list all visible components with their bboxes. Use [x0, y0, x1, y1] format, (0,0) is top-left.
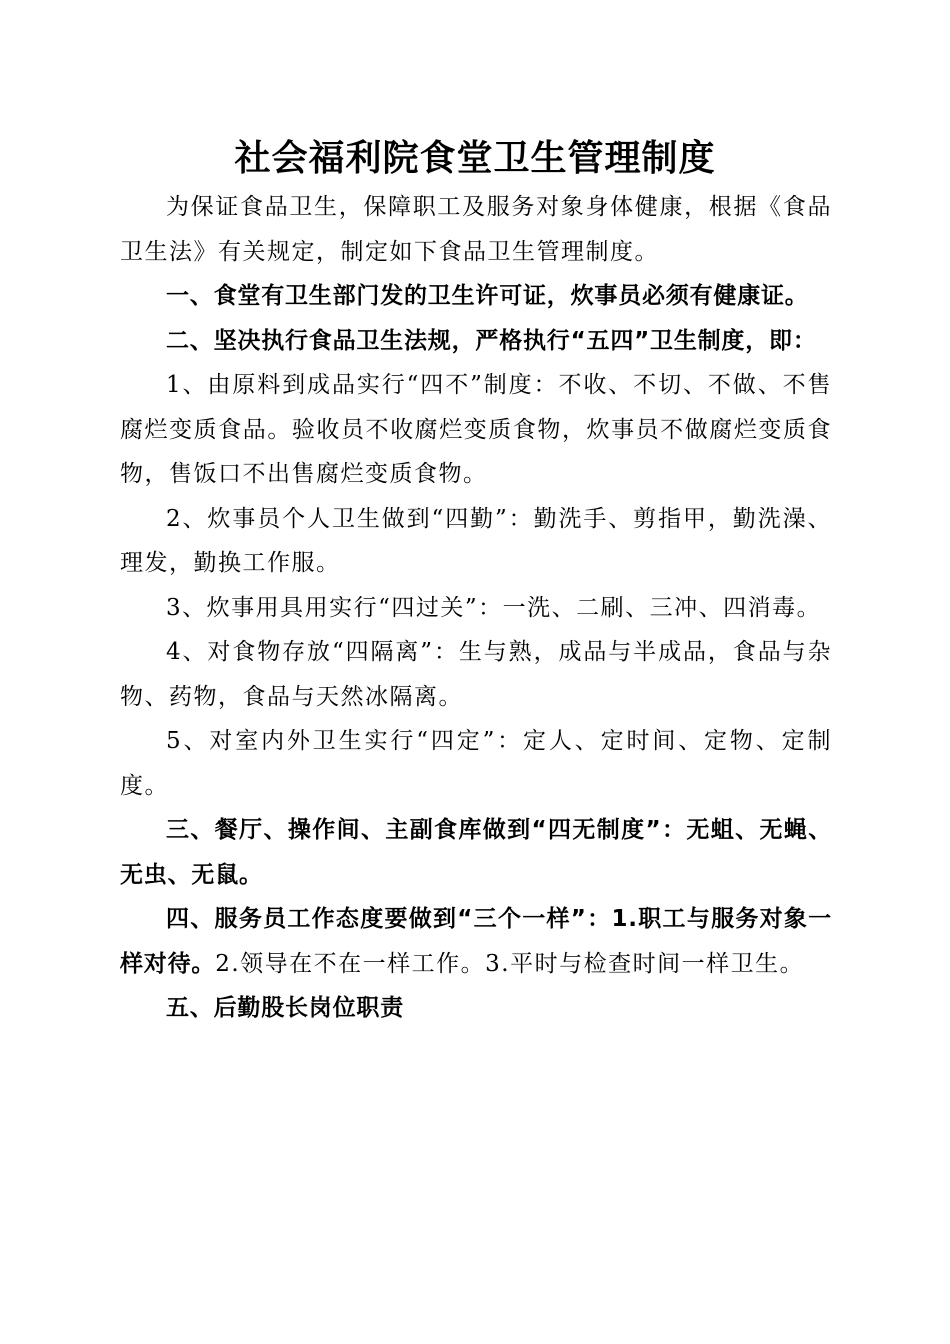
item-3: 3、炊事用具用实行“四过关”：一洗、二刷、三冲、四消毒。 — [166, 594, 822, 621]
section-3: 三、餐厅、操作间、主副食库做到“四无制度”：无蛆、无蝇、无虫、无鼠。 — [120, 817, 832, 888]
section-4-bold: 四、服务员工作态度要做到“三个一样”：1.职工与服务对象一样对待。 — [120, 906, 832, 977]
section-5: 五、后勤股长岗位职责 — [166, 995, 404, 1021]
document-body — [120, 185, 832, 1031]
section-1: 一、食堂有卫生部门发的卫生许可证，炊事员必须有健康证。 — [166, 283, 809, 309]
intro-paragraph: 为保证食品卫生，保障职工及服务对象身体健康，根据《食品卫生法》有关规定，制定如下食品卫生管理制度。 — [120, 194, 832, 265]
item-1: 1、由原料到成品实行“四不”制度：不收、不切、不做、不售腐烂变质食品。验收员不收腐烂变质食物，炊事员不做腐烂变质食物，售饭口不出售腐烂变质食物。 — [120, 372, 832, 487]
item-5: 5、对室内外卫生实行“四定”：定人、定时间、定物、定制度。 — [120, 728, 832, 799]
item-2: 2、炊事员个人卫生做到“四勤”：勤洗手、剪指甲，勤洗澡、理发，勤换工作服。 — [120, 505, 832, 576]
section-2: 二、坚决执行食品卫生法规，严格执行“五四”卫生制度，即： — [166, 327, 817, 354]
document-title: 社会福利院食堂卫生管理制度 — [234, 137, 716, 179]
section-4 — [120, 897, 832, 986]
item-4: 4、对食物存放“四隔离”：生与熟，成品与半成品，食品与杂物、药物，食品与天然冰隔离。 — [120, 639, 832, 710]
section-4-rest: 2.领导在不在一样工作。3.平时与检查时间一样卫生。 — [215, 950, 805, 977]
